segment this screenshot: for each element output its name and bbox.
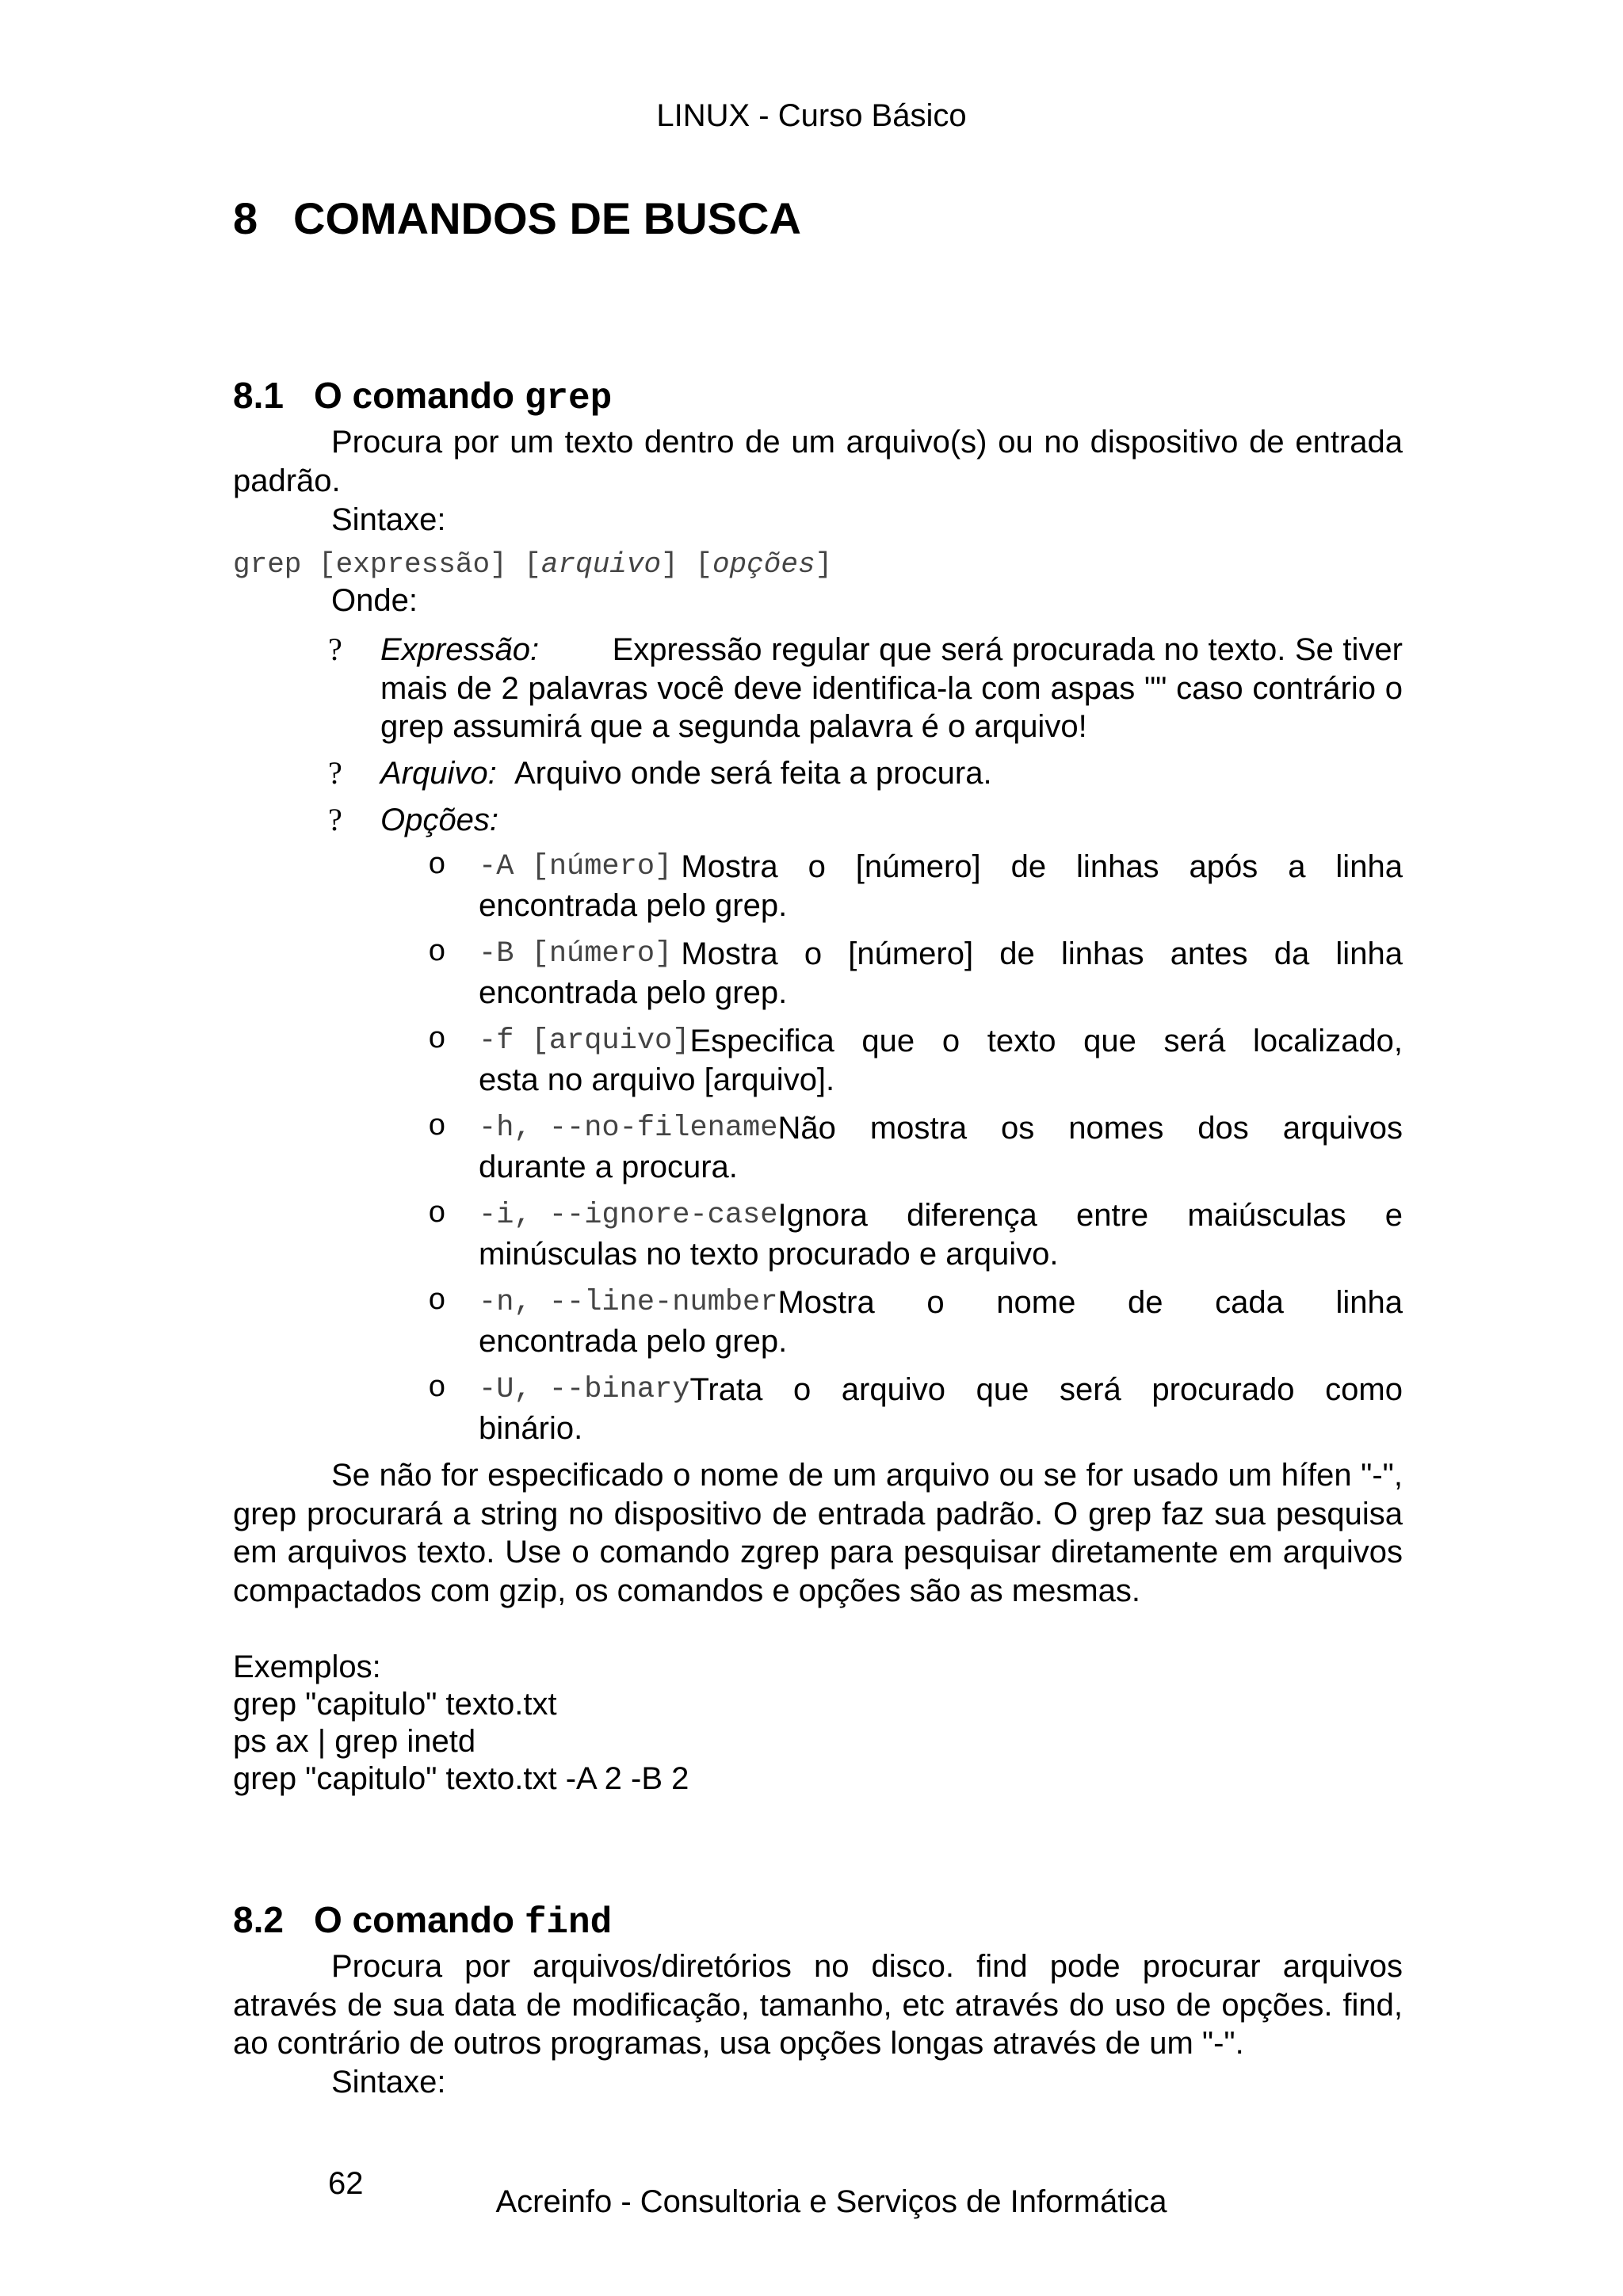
- option-desc-word: será: [1059, 1372, 1121, 1407]
- section-heading-grep: [233, 374, 612, 419]
- option-desc-word: texto: [987, 1024, 1056, 1058]
- option-desc: [689, 1022, 1403, 1061]
- option-desc-word: após: [1189, 849, 1258, 884]
- option-desc-word: Especifica: [689, 1024, 834, 1058]
- section-title-prefix: O comando: [314, 375, 525, 416]
- chapter-title: [233, 193, 801, 244]
- section-title-command: grep: [524, 378, 613, 419]
- option-desc-word: Ignora: [777, 1198, 868, 1233]
- option-desc-word: maiúsculas: [1187, 1198, 1346, 1233]
- option-desc-word: [número]: [855, 849, 981, 884]
- option-item: [479, 1022, 1403, 1099]
- option-desc-word: cada: [1215, 1285, 1284, 1320]
- option-item: [479, 1196, 1403, 1273]
- option-desc-word: mostra: [869, 1111, 968, 1146]
- option-desc-word: linha: [1335, 936, 1403, 971]
- option-marker: o: [428, 1197, 446, 1231]
- grep-syntax-label: Sintaxe:: [331, 502, 446, 537]
- syntax-command: grep: [233, 548, 319, 581]
- section-number: 8.2: [233, 1899, 284, 1940]
- option-code: -h, --no-filename: [479, 1112, 778, 1145]
- bullet-text: Arquivo onde será feita a procura.: [514, 756, 992, 791]
- find-intro: Procura por arquivos/diretórios no disco. find pode procurar arquivos através de sua data de modificação, tamanho, etc através do uso de opções. find, ao contrário de outros programas, usa opções longas através de um "-".: [233, 1949, 1403, 2061]
- option-desc: [681, 848, 1403, 887]
- option-desc: [777, 1283, 1403, 1322]
- option-desc-word: nome: [996, 1285, 1076, 1320]
- option-desc-word: o: [804, 936, 823, 971]
- bullet-term: Arquivo:: [380, 756, 497, 791]
- option-desc-cont: esta no arquivo [arquivo].: [479, 1062, 835, 1097]
- option-desc-word: será: [1163, 1024, 1226, 1058]
- option-desc-word: nomes: [1068, 1111, 1164, 1146]
- option-item: [479, 1371, 1403, 1447]
- option-desc-word: linhas: [1060, 936, 1144, 971]
- bullet-marker: ?: [328, 802, 342, 837]
- option-code: -f [arquivo]: [479, 1024, 690, 1058]
- option-desc-cont: durante a procura.: [479, 1149, 738, 1184]
- syntax-bracket: ]: [661, 548, 696, 581]
- option-desc: [777, 1196, 1403, 1235]
- option-desc-word: como: [1325, 1372, 1403, 1407]
- syntax-bracket: ]: [815, 548, 833, 581]
- bullet-term: Expressão:: [380, 632, 540, 667]
- option-desc-word: os: [1001, 1111, 1035, 1146]
- option-marker: o: [428, 1110, 446, 1144]
- syntax-bracket: [: [695, 548, 712, 581]
- option-desc-cont: encontrada pelo grep.: [479, 974, 788, 1010]
- option-desc-word: linha: [1335, 849, 1403, 884]
- section-title-command: find: [524, 1902, 613, 1943]
- option-desc-word: Mostra: [681, 936, 778, 971]
- chapter-number: 8: [233, 193, 258, 243]
- option-desc-word: entre: [1075, 1198, 1149, 1233]
- option-desc-word: que: [976, 1372, 1029, 1407]
- option-desc-word: Não: [777, 1111, 836, 1146]
- bullet-text: Expressão regular que será procurada no texto. Se tiver mais de 2 palavras você deve identifica-la com aspas "" caso contrário o grep assumirá que a segunda palavra é o arquivo!: [380, 632, 1403, 744]
- section-heading-find: [233, 1898, 612, 1943]
- example-line: grep "capitulo" texto.txt -A 2 -B 2: [233, 1761, 689, 1796]
- option-desc-word: de: [1127, 1285, 1163, 1320]
- running-header: LINUX - Curso Básico: [656, 98, 967, 133]
- option-desc-word: de: [999, 936, 1035, 971]
- bullet-marker: ?: [328, 755, 342, 791]
- option-desc-cont: encontrada pelo grep.: [479, 887, 788, 923]
- example-line: ps ax | grep inetd: [233, 1724, 476, 1759]
- option-desc: [681, 935, 1403, 974]
- option-desc-word: que: [861, 1024, 915, 1058]
- option-desc-word: arquivo: [841, 1372, 945, 1407]
- option-code: -U, --binary: [479, 1373, 690, 1406]
- option-desc-word: antes: [1170, 936, 1248, 971]
- option-desc-word: linhas: [1076, 849, 1159, 884]
- grep-intro: Procura por um texto dentro de um arquivo(s) ou no dispositivo de entrada padrão.: [233, 425, 1403, 498]
- grep-note: Se não for especificado o nome de um arquivo ou se for usado um hífen "-", grep procurará a string no dispositivo de entrada padrão. O grep faz sua pesquisa em arquivos texto. Use o comando zgrep para pesquisar diretamente em arquivos compactados com gzip, os comandos e opções são as mesmas.: [233, 1458, 1403, 1608]
- option-code: -B [número]: [479, 937, 673, 971]
- option-desc: [689, 1371, 1403, 1409]
- option-code: -i, --ignore-case: [479, 1199, 778, 1232]
- option-desc-cont: binário.: [479, 1410, 583, 1446]
- option-desc-word: arquivos: [1282, 1111, 1403, 1146]
- option-desc-word: diferença: [907, 1198, 1037, 1233]
- option-desc-word: o: [808, 849, 826, 884]
- syntax-expression: [expressão]: [319, 548, 525, 581]
- option-desc-word: o: [926, 1285, 945, 1320]
- bullet-term: Opções:: [380, 803, 498, 837]
- option-item: [479, 1283, 1403, 1360]
- bullet-opcoes: [380, 801, 1403, 840]
- option-marker: o: [428, 936, 446, 970]
- option-marker: o: [428, 1284, 446, 1318]
- option-desc-word: que: [1083, 1024, 1136, 1058]
- option-desc-word: e: [1384, 1198, 1403, 1233]
- bullet-expressao: [380, 631, 1403, 746]
- option-item: [479, 848, 1403, 925]
- syntax-bracket: [: [524, 548, 541, 581]
- option-item: [479, 935, 1403, 1012]
- bullet-arquivo: [380, 754, 1403, 793]
- option-desc-word: dos: [1197, 1111, 1249, 1146]
- examples-label: Exemplos:: [233, 1650, 381, 1684]
- option-marker: o: [428, 849, 446, 883]
- syntax-options: opções: [712, 548, 815, 581]
- option-desc-word: [número]: [848, 936, 974, 971]
- option-desc-word: Mostra: [777, 1285, 875, 1320]
- section-number: 8.1: [233, 375, 284, 416]
- chapter-title-text: COMANDOS DE BUSCA: [293, 193, 801, 243]
- page-number: 62: [328, 2166, 364, 2201]
- option-desc-cont: encontrada pelo grep.: [479, 1323, 788, 1359]
- option-desc-word: localizado,: [1252, 1024, 1403, 1058]
- option-desc-word: da: [1274, 936, 1310, 971]
- option-marker: o: [428, 1023, 446, 1057]
- option-desc-word: linha: [1335, 1285, 1403, 1320]
- option-code: -A [número]: [479, 850, 673, 883]
- syntax-file: arquivo: [540, 548, 662, 581]
- option-desc-word: a: [1288, 849, 1306, 884]
- bullet-marker: ?: [328, 631, 342, 667]
- option-item: [479, 1109, 1403, 1186]
- grep-where-label: Onde:: [331, 583, 418, 618]
- option-desc-word: o: [941, 1024, 960, 1058]
- option-desc-word: de: [1010, 849, 1047, 884]
- option-marker: o: [428, 1371, 446, 1405]
- running-footer: Acreinfo - Consultoria e Serviços de Informática: [495, 2184, 1167, 2219]
- find-syntax-label: Sintaxe:: [331, 2065, 446, 2100]
- option-desc-word: Mostra: [681, 849, 778, 884]
- option-desc: [777, 1109, 1403, 1148]
- grep-syntax-line: [233, 548, 832, 581]
- option-desc-word: Trata: [689, 1372, 763, 1407]
- example-line: grep "capitulo" texto.txt: [233, 1687, 557, 1722]
- option-desc-cont: minúsculas no texto procurado e arquivo.: [479, 1236, 1059, 1272]
- option-desc-word: procurado: [1151, 1372, 1295, 1407]
- section-title-prefix: O comando: [314, 1899, 525, 1940]
- option-code: -n, --line-number: [479, 1286, 778, 1319]
- option-desc-word: o: [792, 1372, 812, 1407]
